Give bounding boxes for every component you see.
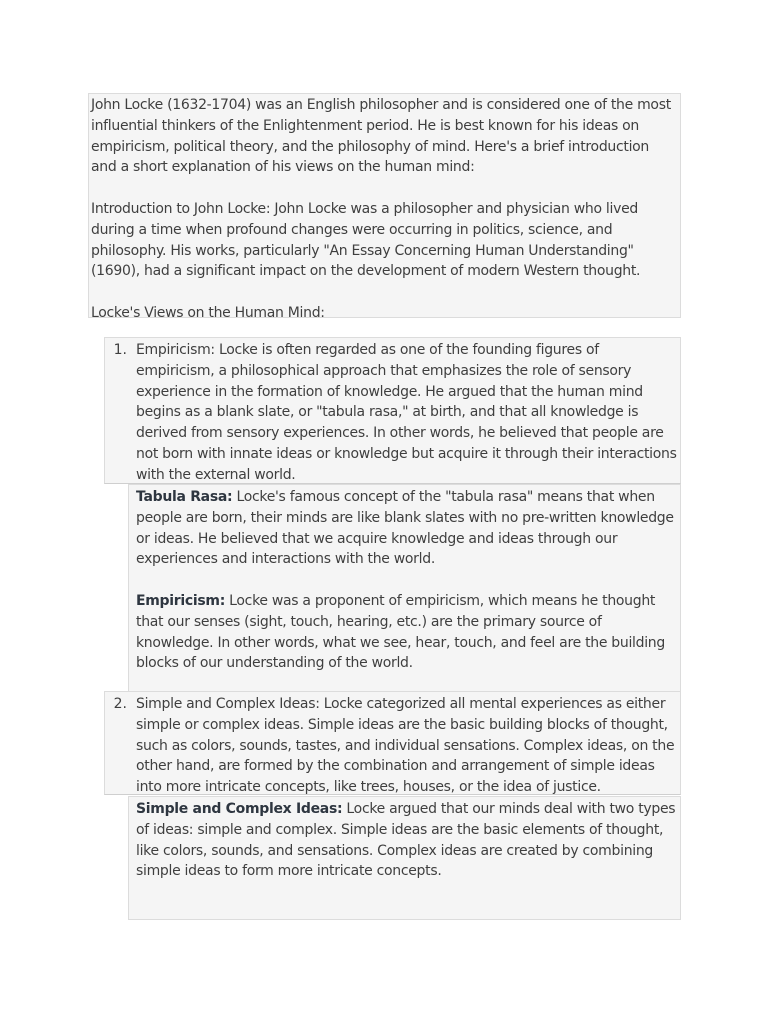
note-text: Locke was a proponent of empiricism, which means he thought that our senses (sight, touch, hearing, etc.) are the primary source of knowledge. In other words, what we see, hear, touch, and feel are the building blocks of our understanding of the world. bbox=[136, 592, 665, 672]
note-paragraph bbox=[136, 487, 676, 570]
note-section bbox=[128, 484, 681, 692]
list-item-text: Empiricism: Locke is often regarded as one of the founding figures of empiricism, a philosophical approach that emphasizes the role of sensory experience in the formation of knowledge. He argued that the human mind begins as a blank slate, or "tabula rasa," at birth, and that all knowledge is derived from sensory experiences. In other words, he believed that people are not born with innate ideas or knowledge but acquire it through their interactions with the external world. bbox=[136, 342, 677, 483]
intro-section bbox=[88, 93, 681, 321]
section-heading: Locke's Views on the Human Mind: bbox=[91, 304, 325, 321]
list-item bbox=[104, 337, 681, 484]
note-paragraph bbox=[136, 591, 676, 674]
list-number: 1. bbox=[113, 342, 127, 358]
intro-paragraph: John Locke (1632-1704) was an English philosopher and is considered one of the most influential thinkers of the Enlightenment period. He is best known for his ideas on empiricism, political theory, and the philosophy of mind. Here's a brief introduction and a short explanation of his views on the human mind: bbox=[91, 97, 671, 176]
note-term: Tabula Rasa: bbox=[136, 489, 233, 505]
list-item bbox=[104, 691, 681, 795]
list-number: 2. bbox=[113, 696, 127, 712]
intro-paragraph: Introduction to John Locke: John Locke was a philosopher and physician who lived during a time when profound changes were occurring in politics, science, and philosophy. His works, particularly "An Essay Concerning Human Understanding" (1690), had a significant impact on the development of modern Western thought. bbox=[91, 200, 641, 280]
note-text: Locke's famous concept of the "tabula rasa" means that when people are born, their minds are like blank slates with no pre-written knowledge or ideas. He believed that we acquire knowledge and ideas through our experiences and interactions with the world. bbox=[136, 489, 674, 568]
list-item-text: Simple and Complex Ideas: Locke categorized all mental experiences as either simple or complex ideas. Simple ideas are the basic building blocks of thought, such as colors, sounds, tastes, and individual sensations. Complex ideas, on the other hand, are formed by the combination and arrangement of simple ideas into more intricate concepts, like trees, houses, or the idea of justice. bbox=[136, 696, 675, 796]
note-text: Locke argued that our minds deal with two types of ideas: simple and complex. Simple ideas are the basic elements of thought, like colors, sounds, and sensations. Complex ideas are created by combining simple ideas to form more intricate concepts. bbox=[136, 801, 676, 880]
note-paragraph bbox=[136, 799, 676, 882]
note-term: Empiricism: bbox=[136, 592, 225, 609]
note-term: Simple and Complex Ideas: bbox=[136, 801, 343, 817]
note-section bbox=[128, 796, 681, 920]
